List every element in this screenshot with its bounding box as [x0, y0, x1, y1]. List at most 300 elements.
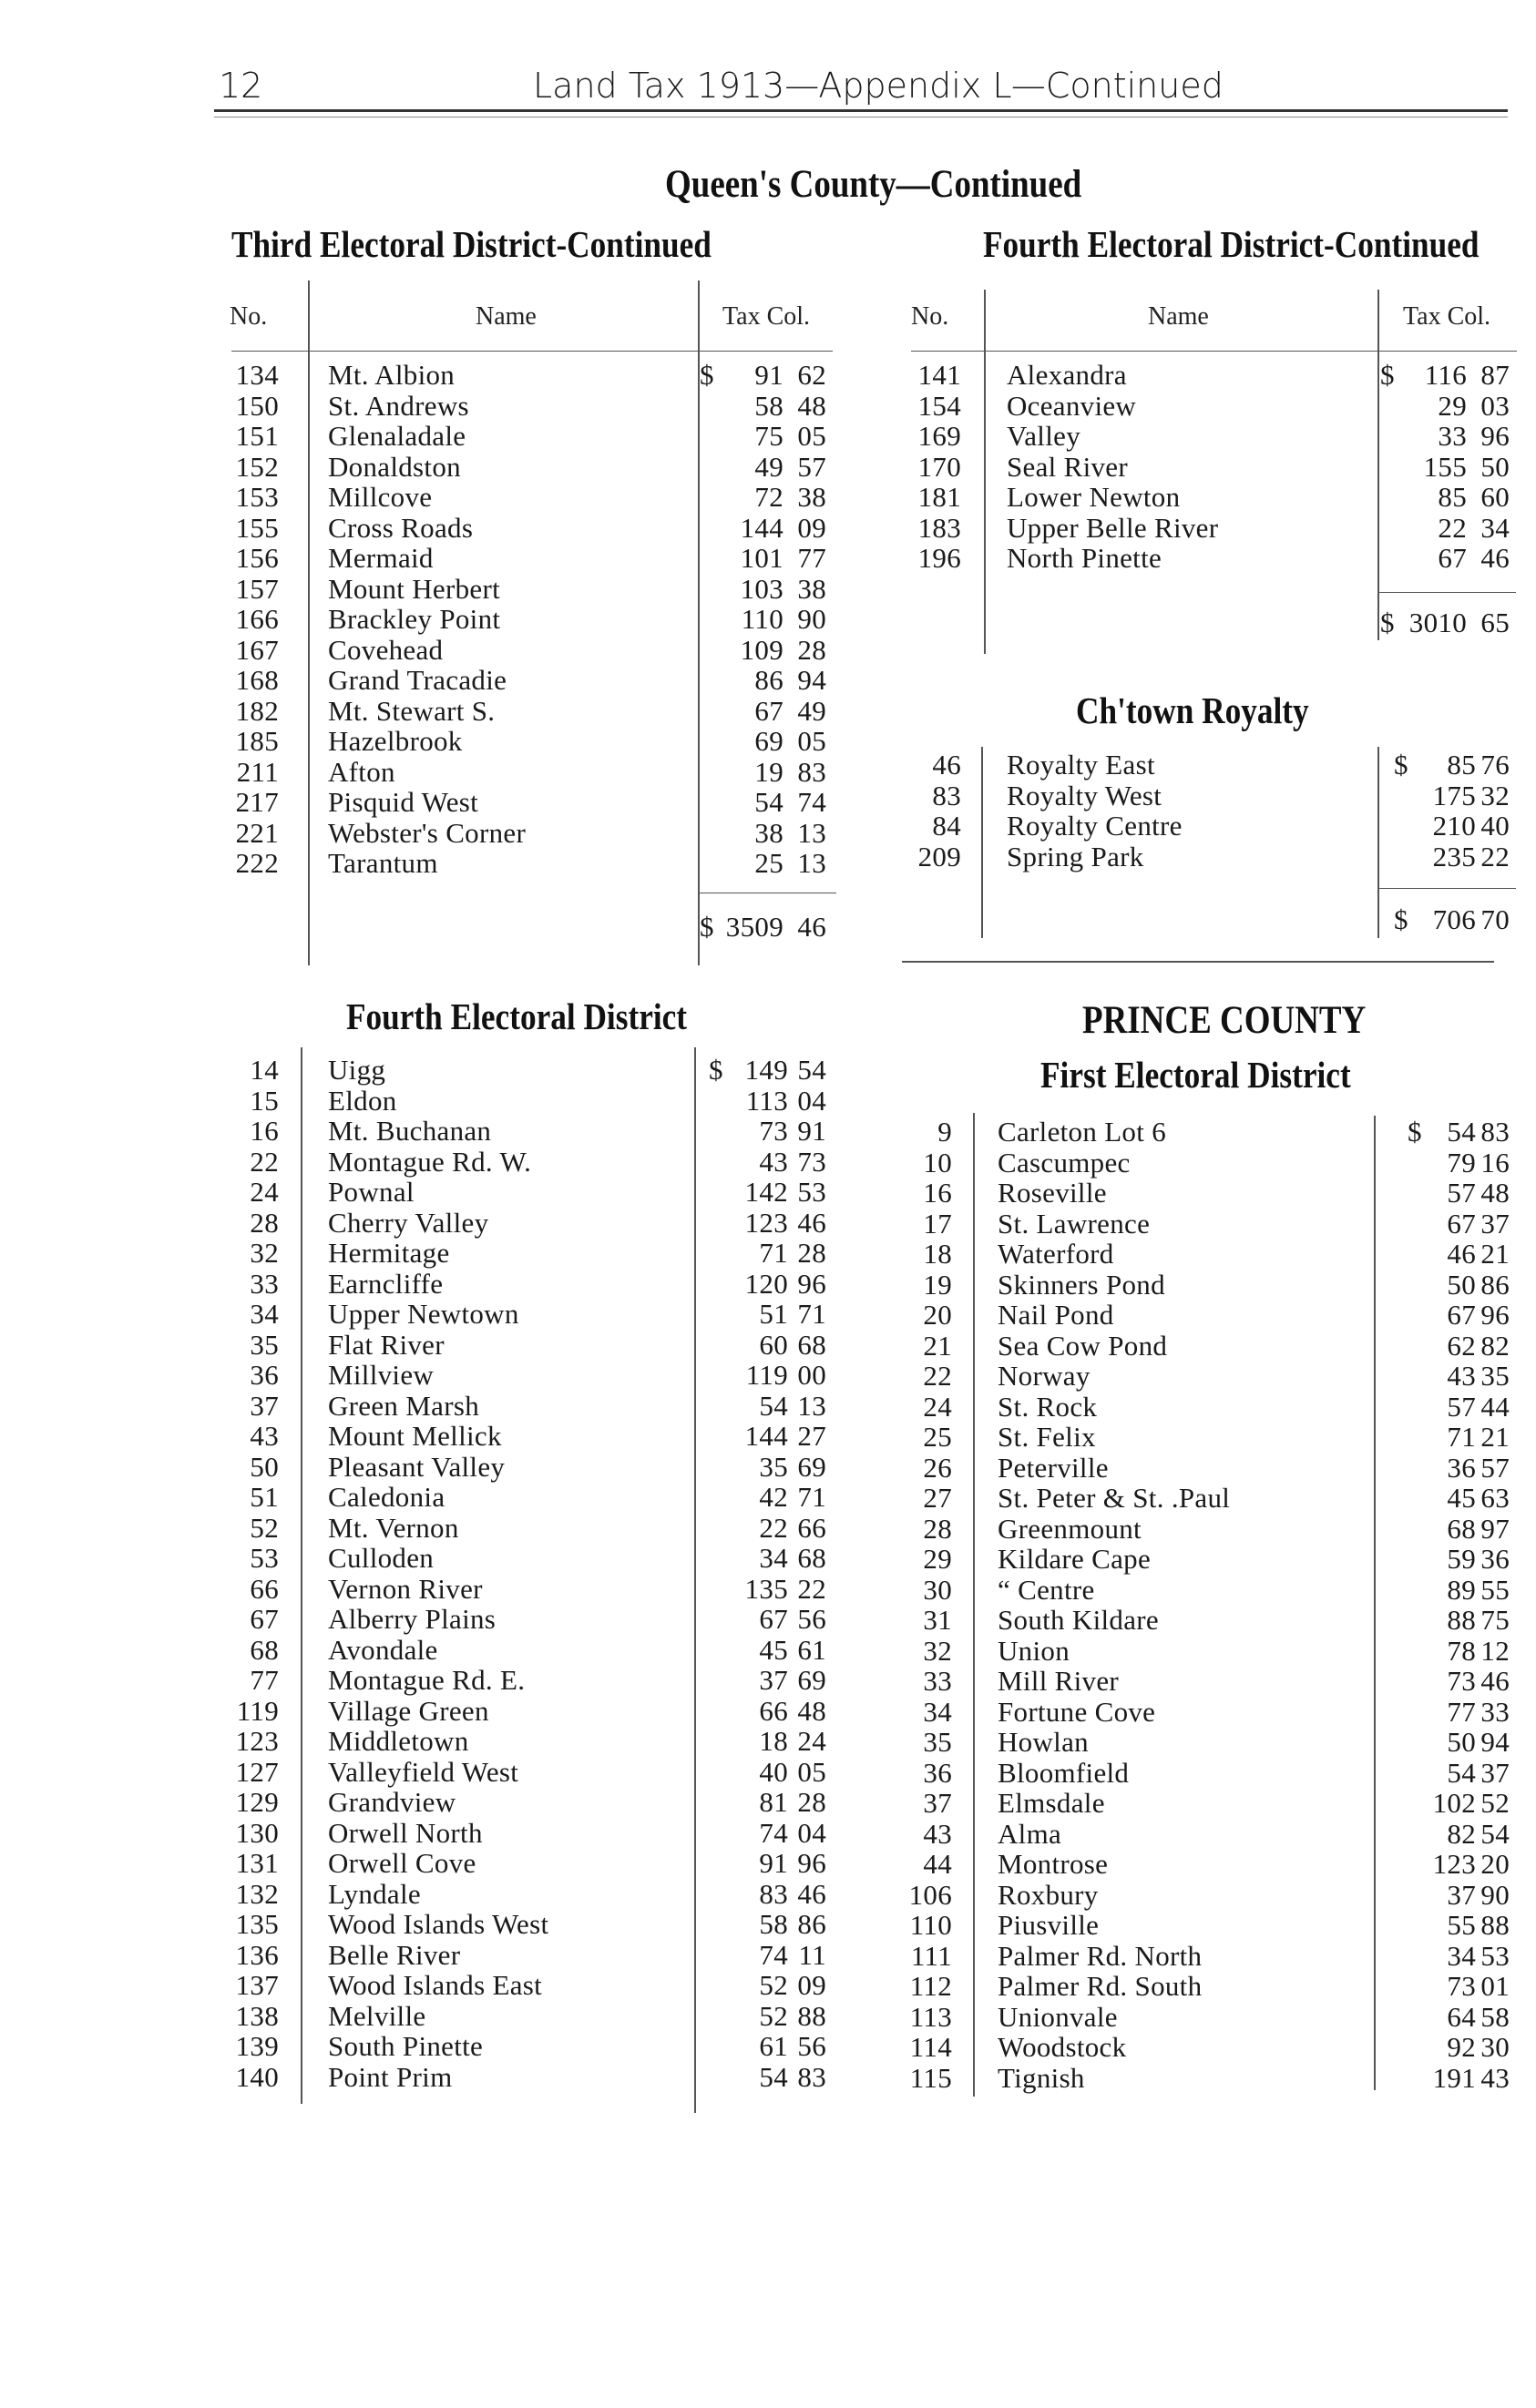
row-currency: $ — [1380, 359, 1395, 391]
row-number: 29 — [923, 1543, 952, 1575]
row-number: 114 — [909, 2031, 952, 2063]
row-name: Lower Newton — [1007, 481, 1181, 513]
row-number: 22 — [250, 1145, 279, 1178]
row-number: 10 — [923, 1146, 952, 1178]
row-cents: 83 — [797, 2060, 826, 2093]
row-number: 181 — [917, 481, 961, 513]
row-cents: 69 — [797, 1450, 826, 1483]
row-dollars: 49 — [754, 450, 783, 483]
row-number: 15 — [250, 1084, 279, 1117]
row-number: 221 — [235, 816, 279, 849]
table-row — [219, 1603, 838, 1634]
table-row — [219, 1847, 838, 1878]
row-dollars: 92 — [1447, 2031, 1476, 2063]
row-name: Sea Cow Pond — [998, 1329, 1168, 1362]
table-row — [897, 1757, 1517, 1788]
row-name: “ Centre — [998, 1573, 1095, 1606]
row-cents: 52 — [1480, 1787, 1510, 1819]
total-rule — [1379, 888, 1516, 889]
row-cents: 57 — [1480, 1451, 1510, 1484]
row-number: 30 — [923, 1573, 952, 1606]
total-rule — [1379, 592, 1516, 593]
row-dollars: 52 — [759, 1999, 788, 2032]
row-dollars: 37 — [1447, 1878, 1476, 1911]
fourth-district-table — [219, 1054, 838, 2091]
row-cents: 76 — [1480, 749, 1510, 781]
row-number: 127 — [235, 1755, 279, 1788]
row-dollars: 71 — [759, 1237, 788, 1269]
row-number: 17 — [923, 1207, 952, 1240]
row-dollars: 50 — [1447, 1268, 1476, 1301]
table-row — [219, 1207, 838, 1238]
row-cents: 35 — [1480, 1360, 1510, 1392]
prince-county-title: PRINCE COUNTY — [1082, 999, 1367, 1042]
row-number: 166 — [235, 603, 279, 635]
table-row — [219, 2000, 838, 2031]
row-name: Brackley Point — [328, 603, 501, 635]
row-name: Roxbury — [998, 1878, 1099, 1911]
table-row — [219, 1420, 838, 1451]
fourth-district-cont-title: Fourth Electoral District-Continued — [983, 223, 1480, 265]
row-number: 28 — [250, 1206, 279, 1239]
county-title: Queen's County—Continued — [665, 163, 1082, 206]
col-tax-header: Tax Col. — [1403, 302, 1491, 331]
row-dollars: 66 — [759, 1694, 788, 1727]
row-cents: 44 — [1480, 1390, 1510, 1423]
row-name: Alberry Plains — [328, 1603, 497, 1635]
table-row — [219, 1542, 838, 1573]
row-cents: 75 — [1480, 1604, 1510, 1636]
row-name: Piusville — [998, 1909, 1100, 1941]
row-number: 36 — [250, 1359, 279, 1391]
table-row — [219, 1329, 838, 1360]
table-row — [219, 1085, 838, 1116]
row-number: 68 — [250, 1633, 279, 1666]
row-cents: 73 — [797, 1145, 826, 1178]
table-row — [897, 481, 1517, 512]
row-name: Fortune Cove — [998, 1695, 1156, 1728]
row-cents: 58 — [1480, 2000, 1510, 2033]
row-dollars: 103 — [740, 572, 783, 605]
row-dollars: 33 — [1438, 420, 1467, 452]
row-cents: 94 — [1480, 1726, 1510, 1758]
table-row — [897, 1116, 1517, 1147]
table-row — [219, 1451, 838, 1482]
header-rule — [214, 109, 1508, 112]
row-cents: 49 — [797, 694, 826, 727]
table-row — [219, 1664, 838, 1695]
row-name: Bloomfield — [998, 1756, 1130, 1789]
row-cents: 46 — [1480, 1665, 1510, 1697]
row-name: Culloden — [328, 1542, 435, 1574]
row-name: Orwell Cove — [328, 1847, 476, 1879]
row-number: 35 — [923, 1726, 952, 1758]
row-cents: 54 — [1480, 1817, 1510, 1850]
row-cents: 24 — [797, 1725, 826, 1757]
row-name: Afton — [328, 755, 395, 788]
row-name: Mermaid — [328, 542, 434, 574]
table-row — [897, 1848, 1517, 1879]
table-row — [219, 1634, 838, 1665]
row-cents: 03 — [1480, 389, 1510, 422]
row-cents: 50 — [1480, 450, 1510, 483]
row-name: Nail Pond — [998, 1299, 1114, 1331]
row-number: 31 — [923, 1604, 952, 1636]
row-name: Union — [998, 1634, 1070, 1667]
row-currency: $ — [1408, 1116, 1422, 1148]
row-number: 19 — [923, 1268, 952, 1301]
row-number: 141 — [917, 359, 961, 391]
row-name: Alma — [998, 1817, 1062, 1850]
row-number: 119 — [236, 1694, 279, 1727]
royalty-table — [897, 749, 1517, 871]
row-number: 183 — [917, 511, 961, 544]
row-dollars: 69 — [754, 725, 783, 757]
total-dollars: 3509 — [725, 911, 783, 943]
row-cents: 55 — [1480, 1573, 1510, 1606]
row-cents: 20 — [1480, 1848, 1510, 1880]
table-row — [897, 1421, 1517, 1452]
row-dollars: 19 — [754, 755, 783, 788]
row-number: 36 — [923, 1756, 952, 1789]
row-name: Pisquid West — [328, 786, 479, 818]
row-name: Montague Rd. W. — [328, 1145, 532, 1178]
row-dollars: 110 — [741, 603, 783, 635]
row-dollars: 123 — [1432, 1848, 1476, 1880]
row-number: 21 — [923, 1329, 952, 1362]
row-name: Caledonia — [328, 1481, 445, 1513]
row-name: Mount Herbert — [328, 572, 500, 605]
table-row — [897, 1482, 1517, 1513]
row-number: 132 — [235, 1877, 279, 1910]
row-dollars: 46 — [1447, 1238, 1476, 1270]
row-cents: 09 — [797, 1969, 826, 2001]
table-row — [897, 1665, 1517, 1696]
row-dollars: 91 — [754, 359, 783, 391]
row-number: 168 — [235, 664, 279, 696]
row-number: 32 — [923, 1634, 952, 1667]
fourth-district-cont-total-row — [897, 607, 1517, 638]
row-name: Mill River — [998, 1665, 1120, 1697]
row-cents: 90 — [1480, 1878, 1510, 1911]
row-dollars: 61 — [759, 2030, 788, 2062]
table-row — [219, 1268, 838, 1299]
table-row — [219, 512, 838, 543]
row-dollars: 67 — [1438, 542, 1467, 574]
row-cents: 96 — [797, 1847, 826, 1879]
row-number: 53 — [250, 1542, 279, 1574]
row-dollars: 57 — [1447, 1177, 1476, 1209]
row-name: Eldon — [328, 1084, 397, 1117]
row-name: Upper Newtown — [328, 1298, 519, 1330]
row-name: Middletown — [328, 1725, 469, 1757]
row-name: South Kildare — [998, 1604, 1159, 1636]
row-name: Pleasant Valley — [328, 1450, 506, 1483]
row-name: Seal River — [1007, 450, 1128, 483]
table-row — [219, 1298, 838, 1329]
row-name: Mount Mellick — [328, 1420, 502, 1452]
row-cents: 74 — [797, 786, 826, 818]
row-number: 52 — [250, 1511, 279, 1544]
row-name: Valleyfield West — [328, 1755, 519, 1788]
row-name: Upper Belle River — [1007, 511, 1219, 544]
row-name: Roseville — [998, 1177, 1107, 1209]
total-currency: $ — [700, 911, 714, 943]
row-cents: 37 — [1480, 1207, 1510, 1240]
table-row — [897, 512, 1517, 543]
row-dollars: 34 — [1447, 1939, 1476, 1972]
row-dollars: 82 — [1447, 1817, 1476, 1850]
row-name: Skinners Pond — [998, 1268, 1165, 1301]
row-cents: 97 — [1480, 1512, 1510, 1545]
row-number: 16 — [923, 1177, 952, 1209]
row-dollars: 120 — [744, 1267, 788, 1300]
row-dollars: 77 — [1447, 1695, 1476, 1728]
row-name: Cascumpec — [998, 1146, 1131, 1178]
table-row — [897, 780, 1517, 811]
row-number: 182 — [235, 694, 279, 727]
row-name: Belle River — [328, 1938, 461, 1971]
row-dollars: 142 — [744, 1176, 788, 1208]
row-dollars: 113 — [745, 1084, 788, 1117]
row-name: Alexandra — [1007, 359, 1127, 391]
row-dollars: 43 — [759, 1145, 788, 1178]
table-row — [897, 1940, 1517, 1971]
row-dollars: 235 — [1432, 840, 1476, 872]
row-number: 217 — [235, 786, 279, 818]
row-cents: 27 — [797, 1420, 826, 1452]
row-cents: 13 — [797, 847, 826, 879]
row-number: 35 — [250, 1328, 279, 1361]
table-row — [897, 2031, 1517, 2062]
third-district-table — [219, 359, 838, 878]
row-name: North Pinette — [1007, 542, 1162, 574]
row-cents: 91 — [797, 1115, 826, 1147]
row-cents: 22 — [1480, 840, 1510, 872]
table-row — [897, 810, 1517, 841]
row-cents: 13 — [797, 1389, 826, 1422]
row-name: Peterville — [998, 1451, 1109, 1484]
row-number: 33 — [250, 1267, 279, 1300]
row-dollars: 62 — [1447, 1329, 1476, 1362]
table-row — [219, 1878, 838, 1909]
row-cents: 05 — [797, 420, 826, 452]
row-name: Woodstock — [998, 2031, 1127, 2063]
row-name: Spring Park — [1007, 840, 1144, 872]
col-no-header: No. — [230, 302, 268, 331]
page-number: 12 — [219, 66, 263, 106]
fourth-district-cont-table — [897, 359, 1517, 573]
row-number: 33 — [923, 1665, 952, 1697]
row-cents: 53 — [797, 1176, 826, 1208]
total-dollars: 3010 — [1408, 607, 1467, 638]
row-cents: 53 — [1480, 1939, 1510, 1972]
row-cents: 16 — [1480, 1146, 1510, 1178]
row-dollars: 91 — [759, 1847, 788, 1879]
row-cents: 43 — [1480, 2061, 1510, 2094]
row-cents: 66 — [797, 1511, 826, 1544]
row-name: Tignish — [998, 2061, 1085, 2094]
row-number: 115 — [909, 2061, 952, 2094]
table-row — [219, 1115, 838, 1146]
table-row — [219, 847, 838, 878]
table-row — [897, 1787, 1517, 1818]
row-cents: 68 — [797, 1542, 826, 1574]
table-row — [897, 1818, 1517, 1849]
row-dollars: 58 — [759, 1908, 788, 1940]
table-row — [219, 725, 838, 756]
row-name: Greenmount — [998, 1512, 1142, 1545]
row-cents: 38 — [797, 572, 826, 605]
row-number: 22 — [923, 1360, 952, 1392]
row-cents: 28 — [797, 1786, 826, 1818]
row-number: 138 — [235, 1999, 279, 2032]
row-dollars: 144 — [740, 511, 783, 544]
third-district-title: Third Electoral District-Continued — [231, 223, 712, 265]
total-cents: 46 — [797, 911, 826, 943]
row-cents: 30 — [1480, 2031, 1510, 2063]
fourth-district-title: Fourth Electoral District — [346, 995, 688, 1037]
row-dollars: 72 — [754, 481, 783, 513]
row-cents: 88 — [797, 1999, 826, 2032]
row-number: 28 — [923, 1512, 952, 1545]
table-row — [219, 2030, 838, 2061]
row-cents: 28 — [797, 633, 826, 666]
row-cents: 71 — [797, 1481, 826, 1513]
row-cents: 87 — [1480, 359, 1510, 391]
row-dollars: 102 — [1432, 1787, 1476, 1819]
table-row — [897, 1604, 1517, 1635]
prince-first-district-title: First Electoral District — [1040, 1054, 1351, 1096]
row-dollars: 50 — [1447, 1726, 1476, 1758]
row-cents: 04 — [797, 1816, 826, 1849]
row-dollars: 149 — [744, 1054, 788, 1086]
row-number: 169 — [917, 420, 961, 452]
row-name: Village Green — [328, 1694, 489, 1727]
row-dollars: 75 — [754, 420, 783, 452]
table-row — [219, 786, 838, 817]
row-name: Cherry Valley — [328, 1206, 489, 1239]
table-row — [219, 481, 838, 512]
row-cents: 56 — [797, 1603, 826, 1635]
table-row — [219, 1939, 838, 1970]
row-number: 167 — [235, 633, 279, 666]
row-cents: 46 — [1480, 542, 1510, 574]
row-name: Mt. Albion — [328, 359, 456, 391]
row-name: St. Peter & St. .Paul — [998, 1482, 1231, 1514]
row-dollars: 68 — [1447, 1512, 1476, 1545]
table-row — [897, 1726, 1517, 1757]
col-tax-header: Tax Col. — [722, 302, 811, 331]
row-name: Earncliffe — [328, 1267, 444, 1300]
table-row — [897, 1909, 1517, 1940]
row-name: Cross Roads — [328, 511, 474, 544]
table-row — [897, 1269, 1517, 1300]
row-number: 16 — [250, 1115, 279, 1147]
row-name: St. Lawrence — [998, 1207, 1151, 1240]
row-cents: 94 — [797, 664, 826, 696]
row-cents: 48 — [1480, 1177, 1510, 1209]
row-name: Webster's Corner — [328, 816, 527, 849]
row-cents: 21 — [1480, 1421, 1510, 1453]
table-row — [219, 420, 838, 451]
table-row — [219, 1359, 838, 1390]
row-dollars: 35 — [759, 1450, 788, 1483]
row-cents: 57 — [797, 450, 826, 483]
row-cents: 83 — [797, 755, 826, 788]
table-row — [219, 2061, 838, 2092]
row-cents: 96 — [797, 1267, 826, 1300]
row-cents: 21 — [1480, 1238, 1510, 1270]
table-row — [219, 1725, 838, 1756]
row-dollars: 123 — [744, 1206, 788, 1239]
row-dollars: 83 — [759, 1877, 788, 1910]
row-dollars: 74 — [759, 1938, 788, 1971]
row-number: 43 — [250, 1420, 279, 1452]
row-dollars: 36 — [1447, 1451, 1476, 1484]
table-row — [897, 1635, 1517, 1666]
table-row — [219, 1054, 838, 1085]
row-cents: 82 — [1480, 1329, 1510, 1362]
row-number: 185 — [235, 725, 279, 757]
col-header-rule — [911, 351, 1517, 352]
table-row — [897, 1970, 1517, 2001]
row-cents: 37 — [1480, 1756, 1510, 1789]
row-cents: 48 — [797, 1694, 826, 1727]
row-name: Waterford — [998, 1238, 1114, 1270]
row-name: Millcove — [328, 481, 433, 513]
row-number: 150 — [235, 389, 279, 422]
row-number: 50 — [250, 1450, 279, 1483]
table-row — [897, 1330, 1517, 1361]
row-name: Unionvale — [998, 2000, 1118, 2033]
row-number: 77 — [250, 1664, 279, 1696]
row-name: Oceanview — [1007, 389, 1137, 422]
table-row — [219, 1786, 838, 1817]
royalty-title: Ch'town Royalty — [1076, 689, 1309, 731]
row-cents: 62 — [797, 359, 826, 391]
row-cents: 83 — [1480, 1116, 1510, 1148]
row-dollars: 29 — [1438, 389, 1467, 422]
table-row — [219, 1908, 838, 1939]
row-currency: $ — [700, 359, 714, 391]
row-name: Grandview — [328, 1786, 456, 1818]
row-dollars: 210 — [1432, 810, 1476, 842]
royalty-total-row — [897, 903, 1517, 934]
row-number: 123 — [235, 1725, 279, 1757]
row-dollars: 45 — [1447, 1482, 1476, 1514]
table-row — [897, 841, 1517, 872]
row-number: 34 — [923, 1695, 952, 1728]
row-number: 135 — [235, 1908, 279, 1940]
row-currency: $ — [709, 1054, 723, 1086]
table-row — [219, 1237, 838, 1268]
row-cents: 61 — [797, 1633, 826, 1666]
table-row — [897, 390, 1517, 421]
col-no-header: No. — [911, 302, 949, 331]
table-row — [219, 390, 838, 421]
row-number: 44 — [923, 1848, 952, 1880]
row-name: Wood Islands West — [328, 1908, 549, 1940]
row-dollars: 67 — [759, 1603, 788, 1635]
row-name: Avondale — [328, 1633, 438, 1666]
row-dollars: 40 — [759, 1755, 788, 1788]
row-number: 43 — [923, 1817, 952, 1850]
row-name: Kildare Cape — [998, 1543, 1151, 1575]
row-name: Tarantum — [328, 847, 438, 879]
row-number: 155 — [235, 511, 279, 544]
table-row — [219, 1390, 838, 1421]
